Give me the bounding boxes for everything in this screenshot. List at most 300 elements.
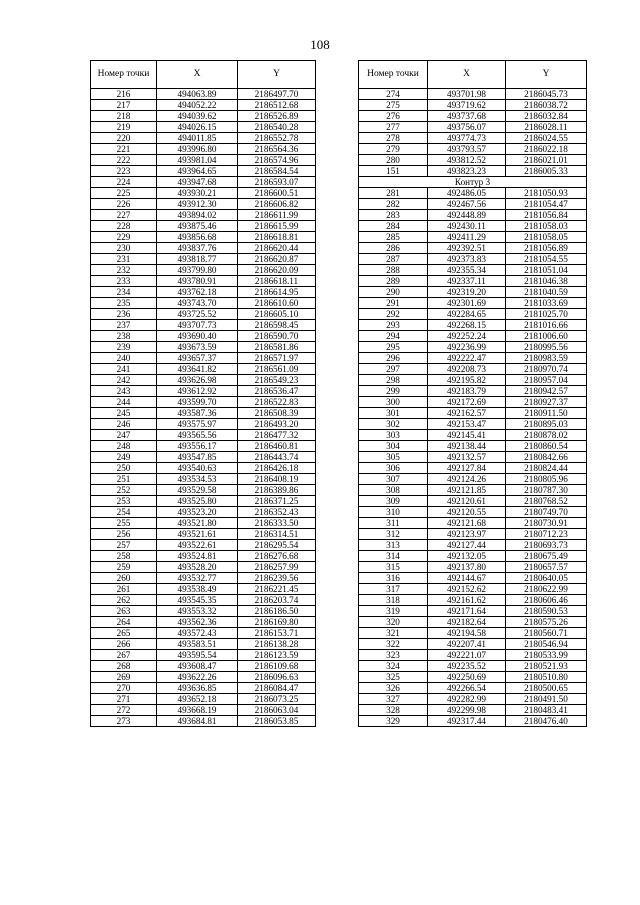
cell-x: 493981.04 (157, 155, 238, 166)
cell-y: 2181033.69 (506, 298, 587, 309)
table-row (91, 320, 316, 331)
cell-y: 2186096.63 (238, 672, 316, 683)
cell-y: 2186606.82 (238, 199, 316, 210)
cell-y: 2181051.04 (506, 265, 587, 276)
table-row (359, 375, 587, 386)
contour-row (359, 177, 587, 188)
cell-x: 493523.20 (157, 507, 238, 518)
table-row (359, 386, 587, 397)
table-row (91, 177, 316, 188)
table-row (359, 529, 587, 540)
cell-point-number: 223 (91, 166, 157, 177)
cell-x: 492132.57 (428, 452, 506, 463)
table-row (91, 606, 316, 617)
cell-x: 492317.44 (428, 716, 506, 727)
cell-x: 492411.29 (428, 232, 506, 243)
cell-x: 492208.73 (428, 364, 506, 375)
cell-y: 2186584.54 (238, 166, 316, 177)
cell-y: 2180749.70 (506, 507, 587, 518)
cell-point-number: 237 (91, 320, 157, 331)
cell-y: 2181056.84 (506, 210, 587, 221)
cell-y: 2186618.81 (238, 232, 316, 243)
cell-x: 493562.36 (157, 617, 238, 628)
cell-y: 2186073.25 (238, 694, 316, 705)
cell-y: 2181040.59 (506, 287, 587, 298)
cell-x: 494063.89 (157, 89, 238, 100)
cell-y: 2186389.86 (238, 485, 316, 496)
cell-point-number: 317 (359, 584, 428, 595)
cell-x: 492486.05 (428, 188, 506, 199)
table-row (359, 705, 587, 716)
table-row (91, 276, 316, 287)
cell-y: 2186352.43 (238, 507, 316, 518)
cell-y: 2186063.04 (238, 705, 316, 716)
table-row (359, 287, 587, 298)
table-row (91, 166, 316, 177)
cell-y: 2180983.59 (506, 353, 587, 364)
table-row (91, 617, 316, 628)
cell-y: 2180606.46 (506, 595, 587, 606)
cell-x: 494011.85 (157, 133, 238, 144)
cell-point-number: 326 (359, 683, 428, 694)
table-row (359, 210, 587, 221)
cell-x: 493837.76 (157, 243, 238, 254)
table-row (91, 716, 316, 727)
table-row (91, 496, 316, 507)
cell-y: 2186536.47 (238, 386, 316, 397)
cell-point-number: 274 (359, 89, 428, 100)
cell-x: 493774.73 (428, 133, 506, 144)
cell-x: 492120.61 (428, 496, 506, 507)
cell-x: 492222.47 (428, 353, 506, 364)
table-row (91, 441, 316, 452)
table-row (91, 463, 316, 474)
cell-y: 2180942.57 (506, 386, 587, 397)
cell-y: 2186169.80 (238, 617, 316, 628)
table-row (91, 408, 316, 419)
cell-y: 2186600.51 (238, 188, 316, 199)
cell-x: 492337.11 (428, 276, 506, 287)
cell-x: 493812.52 (428, 155, 506, 166)
cell-x: 492266.54 (428, 683, 506, 694)
cell-y: 2186620.44 (238, 243, 316, 254)
table-header-row (91, 61, 316, 89)
cell-y: 2186426.18 (238, 463, 316, 474)
cell-y: 2180622.99 (506, 584, 587, 595)
cell-y: 2180805.96 (506, 474, 587, 485)
table-row (359, 353, 587, 364)
cell-x: 492467.56 (428, 199, 506, 210)
cell-point-number: 249 (91, 452, 157, 463)
cell-y: 2180927.37 (506, 397, 587, 408)
table-row (91, 122, 316, 133)
cell-x: 493947.68 (157, 177, 238, 188)
cell-y: 2180500.65 (506, 683, 587, 694)
cell-point-number: 271 (91, 694, 157, 705)
cell-point-number: 240 (91, 353, 157, 364)
table-row (91, 221, 316, 232)
cell-y: 2180575.26 (506, 617, 587, 628)
table-header-row (359, 61, 587, 89)
cell-point-number: 255 (91, 518, 157, 529)
cell-x: 492144.67 (428, 573, 506, 584)
table-row (91, 375, 316, 386)
cell-point-number: 251 (91, 474, 157, 485)
cell-point-number: 267 (91, 650, 157, 661)
cell-y: 2180491.50 (506, 694, 587, 705)
table-row (359, 584, 587, 595)
table-row (359, 639, 587, 650)
table-row (359, 628, 587, 639)
table-row (359, 474, 587, 485)
cell-y: 2186123.59 (238, 650, 316, 661)
cell-x: 493545.35 (157, 595, 238, 606)
table-row (359, 144, 587, 155)
cell-point-number: 241 (91, 364, 157, 375)
cell-y: 2186032.84 (506, 111, 587, 122)
cell-point-number: 307 (359, 474, 428, 485)
cell-x: 493556.17 (157, 441, 238, 452)
cell-y: 2186477.32 (238, 430, 316, 441)
cell-point-number: 263 (91, 606, 157, 617)
table-row (91, 287, 316, 298)
cell-y: 2186561.09 (238, 364, 316, 375)
cell-x: 493524.81 (157, 551, 238, 562)
table-row (359, 265, 587, 276)
cell-point-number: 318 (359, 595, 428, 606)
cell-x: 492236.99 (428, 342, 506, 353)
table-row (91, 243, 316, 254)
cell-point-number: 273 (91, 716, 157, 727)
table-row (91, 111, 316, 122)
cell-point-number: 242 (91, 375, 157, 386)
cell-x: 492123.97 (428, 529, 506, 540)
cell-x: 493725.52 (157, 309, 238, 320)
cell-y: 2180730.91 (506, 518, 587, 529)
cell-x: 493690.40 (157, 331, 238, 342)
cell-x: 493575.97 (157, 419, 238, 430)
cell-y: 2186540.28 (238, 122, 316, 133)
table-row (91, 474, 316, 485)
cell-point-number: 236 (91, 309, 157, 320)
cell-point-number: 253 (91, 496, 157, 507)
cell-point-number: 217 (91, 100, 157, 111)
cell-point-number: 288 (359, 265, 428, 276)
cell-point-number: 270 (91, 683, 157, 694)
cell-point-number: 216 (91, 89, 157, 100)
cell-x: 492182.64 (428, 617, 506, 628)
cell-x: 492355.34 (428, 265, 506, 276)
table-row (359, 661, 587, 672)
cell-y: 2180521.93 (506, 661, 587, 672)
cell-point-number: 239 (91, 342, 157, 353)
cell-x: 493793.57 (428, 144, 506, 155)
cell-point-number: 300 (359, 397, 428, 408)
cell-point-number: 266 (91, 639, 157, 650)
cell-point-number: 252 (91, 485, 157, 496)
cell-y: 2186371.25 (238, 496, 316, 507)
cell-x: 493743.70 (157, 298, 238, 309)
table-row (359, 111, 587, 122)
cell-x: 494026.15 (157, 122, 238, 133)
cell-point-number: 322 (359, 639, 428, 650)
cell-y: 2180842.66 (506, 452, 587, 463)
table-row (91, 639, 316, 650)
cell-y: 2186028.11 (506, 122, 587, 133)
table-row (359, 243, 587, 254)
cell-y: 2186512.68 (238, 100, 316, 111)
cell-x: 493652.18 (157, 694, 238, 705)
table-row (359, 672, 587, 683)
cell-x: 492120.55 (428, 507, 506, 518)
contour-label: Контур 3 (359, 177, 587, 188)
cell-x: 493818.77 (157, 254, 238, 265)
cell-point-number: 311 (359, 518, 428, 529)
cell-point-number: 222 (91, 155, 157, 166)
table-row (359, 540, 587, 551)
cell-x: 493780.91 (157, 276, 238, 287)
cell-y: 2186153.71 (238, 628, 316, 639)
table-row (91, 562, 316, 573)
table-row (91, 254, 316, 265)
cell-point-number: 294 (359, 331, 428, 342)
cell-point-number: 297 (359, 364, 428, 375)
header-x: X (428, 61, 506, 89)
cell-point-number: 327 (359, 694, 428, 705)
cell-y: 2181025.70 (506, 309, 587, 320)
cell-point-number: 248 (91, 441, 157, 452)
cell-x: 493707.73 (157, 320, 238, 331)
table-row (91, 199, 316, 210)
table-row (91, 661, 316, 672)
cell-point-number: 302 (359, 419, 428, 430)
cell-point-number: 329 (359, 716, 428, 727)
cell-y: 2181054.47 (506, 199, 587, 210)
table-row (359, 485, 587, 496)
cell-point-number: 244 (91, 397, 157, 408)
table-row (91, 155, 316, 166)
cell-x: 493583.51 (157, 639, 238, 650)
cell-point-number: 231 (91, 254, 157, 265)
cell-x: 492221.07 (428, 650, 506, 661)
cell-y: 2186620.09 (238, 265, 316, 276)
cell-point-number: 325 (359, 672, 428, 683)
cell-point-number: 316 (359, 573, 428, 584)
cell-x: 493525.80 (157, 496, 238, 507)
table-row (91, 386, 316, 397)
cell-x: 492250.69 (428, 672, 506, 683)
cell-y: 2180510.80 (506, 672, 587, 683)
table-row (359, 342, 587, 353)
cell-point-number: 281 (359, 188, 428, 199)
table-row (359, 551, 587, 562)
cell-point-number: 284 (359, 221, 428, 232)
cell-x: 493599.70 (157, 397, 238, 408)
cell-point-number: 309 (359, 496, 428, 507)
cell-point-number: 299 (359, 386, 428, 397)
cell-x: 493572.43 (157, 628, 238, 639)
cell-point-number: 275 (359, 100, 428, 111)
table-row (359, 430, 587, 441)
cell-x: 493595.54 (157, 650, 238, 661)
cell-point-number: 228 (91, 221, 157, 232)
cell-x: 492448.89 (428, 210, 506, 221)
header-y: Y (506, 61, 587, 89)
cell-y: 2186109.68 (238, 661, 316, 672)
cell-y: 2186598.45 (238, 320, 316, 331)
cell-x: 492284.65 (428, 309, 506, 320)
cell-x: 493553.32 (157, 606, 238, 617)
cell-y: 2186460.81 (238, 441, 316, 452)
cell-y: 2181050.93 (506, 188, 587, 199)
cell-y: 2180693.73 (506, 540, 587, 551)
cell-y: 2186045.73 (506, 89, 587, 100)
cell-y: 2181046.38 (506, 276, 587, 287)
cell-point-number: 246 (91, 419, 157, 430)
cell-y: 2180787.30 (506, 485, 587, 496)
table-row (91, 232, 316, 243)
table-row (91, 419, 316, 430)
cell-y: 2181058.05 (506, 232, 587, 243)
cell-point-number: 308 (359, 485, 428, 496)
cell-x: 493636.85 (157, 683, 238, 694)
cell-y: 2180590.53 (506, 606, 587, 617)
cell-x: 492430.11 (428, 221, 506, 232)
cell-point-number: 230 (91, 243, 157, 254)
cell-x: 493622.26 (157, 672, 238, 683)
cell-point-number: 243 (91, 386, 157, 397)
cell-point-number: 298 (359, 375, 428, 386)
cell-x: 492194.58 (428, 628, 506, 639)
header-x: X (157, 61, 238, 89)
cell-y: 2186221.45 (238, 584, 316, 595)
cell-point-number: 235 (91, 298, 157, 309)
cell-x: 492124.26 (428, 474, 506, 485)
cell-point-number: 283 (359, 210, 428, 221)
cell-x: 492299.98 (428, 705, 506, 716)
cell-point-number: 269 (91, 672, 157, 683)
table-row (359, 419, 587, 430)
coordinates-table-right (358, 60, 587, 727)
table-row (91, 694, 316, 705)
cell-y: 2186618.11 (238, 276, 316, 287)
cell-point-number: 262 (91, 595, 157, 606)
cell-y: 2180560.71 (506, 628, 587, 639)
cell-point-number: 290 (359, 287, 428, 298)
cell-y: 2186022.18 (506, 144, 587, 155)
cell-point-number: 321 (359, 628, 428, 639)
cell-y: 2186053.85 (238, 716, 316, 727)
table-row (359, 254, 587, 265)
cell-point-number: 293 (359, 320, 428, 331)
cell-point-number: 315 (359, 562, 428, 573)
cell-x: 493673.59 (157, 342, 238, 353)
cell-point-number: 282 (359, 199, 428, 210)
cell-y: 2180824.44 (506, 463, 587, 474)
cell-y: 2180483.41 (506, 705, 587, 716)
cell-x: 492252.24 (428, 331, 506, 342)
table-row (359, 331, 587, 342)
table-row (91, 342, 316, 353)
table-row (359, 562, 587, 573)
table-row (359, 617, 587, 628)
cell-x: 493799.80 (157, 265, 238, 276)
cell-point-number: 224 (91, 177, 157, 188)
table-row (91, 485, 316, 496)
cell-point-number: 233 (91, 276, 157, 287)
cell-point-number: 314 (359, 551, 428, 562)
cell-x: 493565.56 (157, 430, 238, 441)
cell-y: 2186508.39 (238, 408, 316, 419)
cell-y: 2180911.50 (506, 408, 587, 419)
cell-x: 493912.30 (157, 199, 238, 210)
cell-y: 2186493.20 (238, 419, 316, 430)
table-row (91, 430, 316, 441)
cell-point-number: 225 (91, 188, 157, 199)
cell-x: 493529.58 (157, 485, 238, 496)
cell-y: 2186614.95 (238, 287, 316, 298)
cell-y: 2181056.89 (506, 243, 587, 254)
table-row (359, 133, 587, 144)
cell-y: 2180657.57 (506, 562, 587, 573)
table-row (91, 188, 316, 199)
cell-point-number: 313 (359, 540, 428, 551)
cell-x: 492121.68 (428, 518, 506, 529)
cell-x: 493608.47 (157, 661, 238, 672)
cell-x: 493823.23 (428, 166, 506, 177)
table-row (91, 265, 316, 276)
cell-x: 493684.81 (157, 716, 238, 727)
table-row (91, 628, 316, 639)
cell-x: 493626.98 (157, 375, 238, 386)
table-row (359, 606, 587, 617)
table-row (91, 210, 316, 221)
table-row (91, 584, 316, 595)
table-row (359, 496, 587, 507)
cell-x: 492183.79 (428, 386, 506, 397)
header-point-number: Номер точки (91, 61, 157, 89)
table-row (359, 683, 587, 694)
cell-point-number: 301 (359, 408, 428, 419)
cell-y: 2186593.07 (238, 177, 316, 188)
table-row (359, 188, 587, 199)
cell-point-number: 291 (359, 298, 428, 309)
cell-x: 493587.36 (157, 408, 238, 419)
cell-y: 2186590.70 (238, 331, 316, 342)
cell-point-number: 219 (91, 122, 157, 133)
cell-x: 493641.82 (157, 364, 238, 375)
cell-x: 492172.69 (428, 397, 506, 408)
table-row (359, 595, 587, 606)
cell-y: 2180640.05 (506, 573, 587, 584)
cell-point-number: 238 (91, 331, 157, 342)
cell-y: 2180878.02 (506, 430, 587, 441)
table-row (359, 397, 587, 408)
cell-point-number: 320 (359, 617, 428, 628)
cell-x: 493522.61 (157, 540, 238, 551)
cell-y: 2186408.19 (238, 474, 316, 485)
cell-point-number: 319 (359, 606, 428, 617)
table-row (91, 133, 316, 144)
table-row (91, 518, 316, 529)
table-row (359, 452, 587, 463)
cell-point-number: 303 (359, 430, 428, 441)
table-row (91, 353, 316, 364)
cell-x: 493547.85 (157, 452, 238, 463)
cell-point-number: 234 (91, 287, 157, 298)
cell-y: 2186203.74 (238, 595, 316, 606)
cell-point-number: 324 (359, 661, 428, 672)
